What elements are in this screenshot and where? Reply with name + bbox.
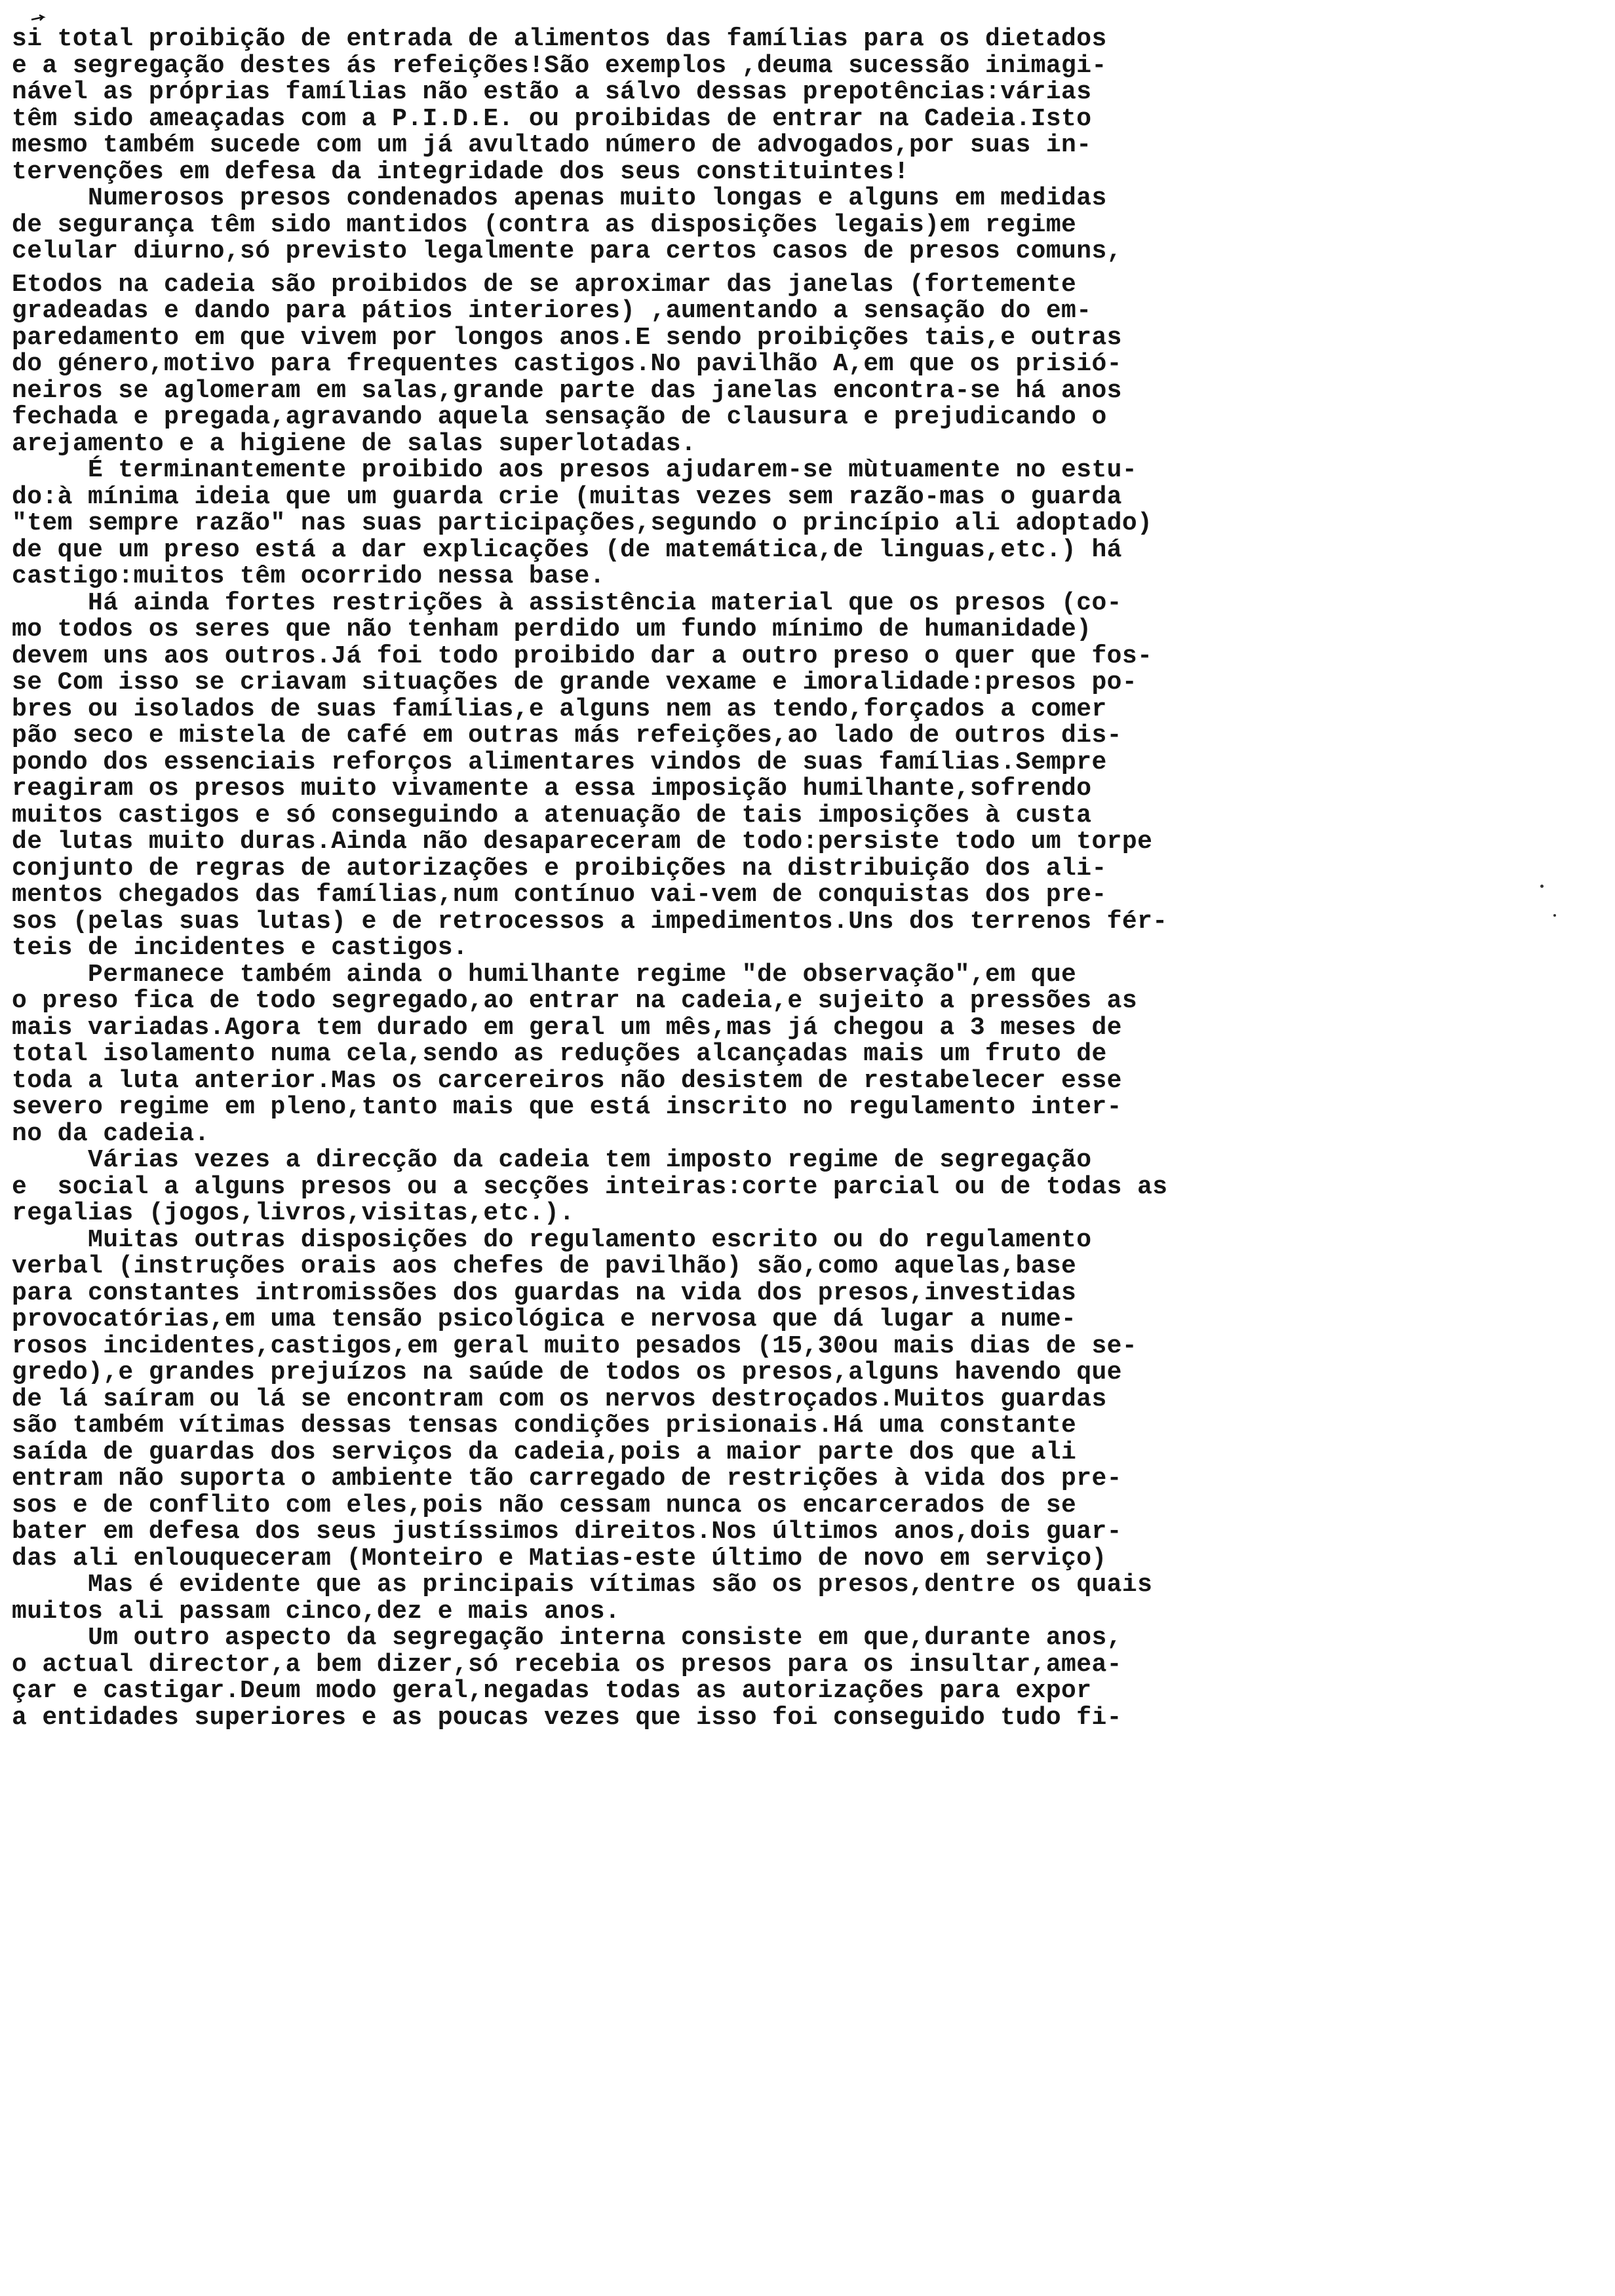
page-mark <box>30 13 47 21</box>
text-line: e social a alguns presos ou a secções inteiras:corte parcial ou de todas as <box>12 1172 1168 1201</box>
ink-speck <box>1553 914 1556 917</box>
text-line: no da cadeia. <box>12 1119 210 1148</box>
text-line: do:à mínima ideia que um guarda crie (muitas vezes sem razão-mas o guarda <box>12 482 1122 511</box>
text-line: Muitas outras disposições do regulamento escrito ou do regulamento <box>12 1225 1092 1254</box>
text-line: sos (pelas suas lutas) e de retrocessos a impedimentos.Uns dos terrenos fér- <box>12 907 1168 936</box>
text-line: bres ou isolados de suas famílias,e alguns nem as tendo,forçados a comer <box>12 695 1107 723</box>
text-line: entram não suporta o ambiente tão carregado de restrições à vida dos pre- <box>12 1464 1122 1493</box>
text-line: rosos incidentes,castigos,em geral muito pesados (15,30ou mais dias de se- <box>12 1331 1138 1360</box>
text-line: sos e de conflito com eles,pois não cessam nunca os encarcerados de se <box>12 1491 1077 1520</box>
text-line: devem uns aos outros.Já foi todo proibido dar a outro preso o quer que fos- <box>12 641 1153 670</box>
text-line: muitos ali passam cinco,dez e mais anos. <box>12 1597 621 1626</box>
text-line: gredo),e grandes prejuízos na saúde de todos os presos,alguns havendo que <box>12 1358 1122 1387</box>
text-line: a entidades superiores e as poucas vezes que isso foi conseguido tudo fi- <box>12 1703 1122 1732</box>
text-line: saída de guardas dos serviços da cadeia,pois a maior parte dos que ali <box>12 1438 1077 1466</box>
text-line: bater em defesa dos seus justíssimos direitos.Nos últimos anos,dois guar- <box>12 1518 1122 1546</box>
text-line: Um outro aspecto da segregação interna consiste em que,durante anos, <box>12 1624 1122 1652</box>
text-line: mo todos os seres que não tenham perdido um fundo mínimo de humanidade) <box>12 615 1092 643</box>
text-line: são também vítimas dessas tensas condições prisionais.Há uma constante <box>12 1411 1077 1440</box>
text-line: conjunto de regras de autorizações e proibições na distribuição dos ali- <box>12 854 1107 883</box>
text-line: e a segregação destes ás refeições!São exemplos ,deuma sucessão inimagi- <box>12 51 1107 80</box>
text-line: se Com isso se criavam situações de grande vexame e imoralidade:presos po- <box>12 668 1138 697</box>
text-line: regalias (jogos,livros,visitas,etc.). <box>12 1199 575 1227</box>
text-line: do género,motivo para frequentes castigos.No pavilhão A,em que os prisió- <box>12 350 1122 378</box>
text-line: o preso fica de todo segregado,ao entrar na cadeia,e sujeito a pressões as <box>12 987 1138 1015</box>
text-line: pão seco e mistela de café em outras más refeições,ao lado de outros dis- <box>12 721 1122 750</box>
text-line: mais variadas.Agora tem durado em geral um mês,mas já chegou a 3 meses de <box>12 1013 1122 1042</box>
text-line: para constantes intromissões dos guardas na vida dos presos,investidas <box>12 1278 1077 1307</box>
text-line: reagiram os presos muito vivamente a essa imposição humilhante,sofrendo <box>12 775 1092 803</box>
text-line: tervenções em defesa da integridade dos seus constituintes! <box>12 157 910 186</box>
text-line: mentos chegados das famílias,num contínuo vai-vem de conquistas dos pre- <box>12 881 1107 909</box>
text-line: castigo:muitos têm ocorrido nessa base. <box>12 562 605 590</box>
text-line: provocatórias,em uma tensão psicológica e nervosa que dá lugar a nume- <box>12 1305 1077 1333</box>
text-line: fechada e pregada,agravando aquela sensação de clausura e prejudicando o <box>12 403 1107 431</box>
text-line: de segurança têm sido mantidos (contra as disposições legais)em regime <box>12 210 1077 239</box>
text-line: nável as próprias famílias não estão a sálvo dessas prepotências:várias <box>12 78 1092 106</box>
text-line: verbal (instruções orais aos chefes de pavilhão) são,como aquelas,base <box>12 1252 1077 1280</box>
text-line: das ali enlouqueceram (Monteiro e Matias-este último de novo em serviço) <box>12 1544 1107 1573</box>
text-line: têm sido ameaçadas com a P.I.D.E. ou proibidas de entrar na Cadeia.Isto <box>12 104 1092 133</box>
text-line: gradeadas e dando para pátios interiores) ,aumentando a sensação do em- <box>12 297 1092 325</box>
text-line: severo regime em pleno,tanto mais que está inscrito no regulamento inter- <box>12 1093 1122 1121</box>
text-line: de lutas muito duras.Ainda não desapareceram de todo:persiste todo um torpe <box>12 828 1153 856</box>
text-line: "tem sempre razão" nas suas participações,segundo o princípio ali adoptado) <box>12 509 1153 537</box>
text-line: muitos castigos e só conseguindo a atenuação de tais imposições à custa <box>12 801 1092 830</box>
text-line: arejamento e a higiene de salas superlotadas. <box>12 429 697 458</box>
text-line: Numerosos presos condenados apenas muito longas e alguns em medidas <box>12 184 1107 212</box>
text-line: Mas é evidente que as principais vítimas são os presos,dentre os quais <box>12 1571 1153 1599</box>
text-line: total isolamento numa cela,sendo as reduções alcançadas mais um fruto de <box>12 1040 1107 1068</box>
text-line: paredamento em que vivem por longos anos.E sendo proibições tais,e outras <box>12 323 1122 352</box>
text-line: neiros se aglomeram em salas,grande parte das janelas encontra-se há anos <box>12 376 1122 405</box>
text-line: Há ainda fortes restrições à assistência material que os presos (co- <box>12 588 1122 617</box>
text-line: Etodos na cadeia são proibidos de se aproximar das janelas (fortemente <box>12 270 1077 299</box>
text-line: de lá saíram ou lá se encontram com os nervos destroçados.Muitos guardas <box>12 1385 1107 1413</box>
text-line: çar e castigar.Deum modo geral,negadas todas as autorizações para expor <box>12 1677 1092 1705</box>
text-line: Várias vezes a direcção da cadeia tem imposto regime de segregação <box>12 1146 1092 1174</box>
text-line: Permanece também ainda o humilhante regime "de observação",em que <box>12 960 1077 989</box>
text-line: celular diurno,só previsto legalmente para certos casos de presos comuns, <box>12 237 1122 265</box>
text-line: o actual director,a bem dizer,só recebia os presos para os insultar,amea- <box>12 1650 1122 1679</box>
text-line: de que um preso está a dar explicações (de matemática,de linguas,etc.) há <box>12 535 1122 564</box>
text-line: si total proibição de entrada de alimentos das famílias para os dietados <box>12 25 1107 53</box>
text-line: É terminantemente proibido aos presos ajudarem-se mùtuamente no estu- <box>12 456 1138 484</box>
text-line: toda a luta anterior.Mas os carcereiros não desistem de restabelecer esse <box>12 1066 1122 1095</box>
text-line: teis de incidentes e castigos. <box>12 934 469 962</box>
typewritten-document <box>12 26 1506 1731</box>
text-line: pondo dos essenciais reforços alimentares vindos de suas famílias.Sempre <box>12 748 1107 776</box>
text-line: mesmo também sucede com um já avultado número de advogados,por suas in- <box>12 131 1092 159</box>
ink-speck <box>1540 885 1544 888</box>
